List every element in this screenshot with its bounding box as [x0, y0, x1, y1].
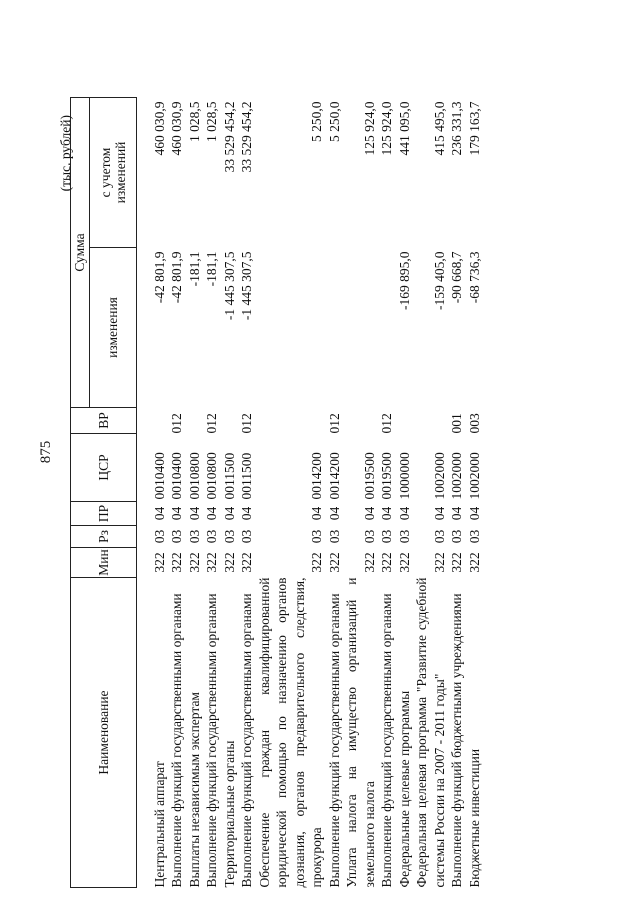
row-total: 5 250,0: [309, 101, 324, 142]
row-min: 322: [326, 552, 342, 573]
budget-table: [70, 97, 483, 888]
row-pr: 04: [326, 506, 342, 521]
row-name: [448, 578, 466, 888]
row-vr: 012: [169, 413, 184, 434]
header-min: Мин: [71, 548, 137, 578]
header-with-change-line2: изменений: [112, 141, 128, 204]
row-csr: 0010800: [204, 452, 219, 500]
row-name-text: Выплаты независимым экспертам: [186, 692, 202, 888]
row-change: -1 445 307,5: [239, 251, 254, 321]
row-csr: 0019500: [379, 452, 394, 500]
table-body: [136, 97, 483, 887]
row-rz: 03: [309, 529, 324, 544]
row-total: 33 529 454,2: [239, 101, 254, 173]
row-name: [413, 578, 448, 888]
row-csr: 0014200: [326, 452, 342, 500]
header-rz: Рз: [71, 526, 137, 548]
header-csr: ЦСР: [71, 434, 137, 502]
row-name-text: Центральный аппарат: [151, 761, 167, 888]
row-vr: [256, 408, 326, 434]
row-name: [378, 578, 396, 888]
table-row: [186, 97, 204, 887]
row-csr: 0014200: [309, 452, 324, 500]
table-row: [168, 97, 186, 887]
row-pr: 04: [309, 506, 324, 521]
row-pr: 04: [169, 506, 184, 521]
row-change: [378, 248, 396, 408]
row-min: 322: [186, 552, 202, 573]
table-row: [448, 97, 466, 887]
row-name-text: Выполнение функций государственными органами: [326, 593, 342, 888]
table-row: [238, 97, 256, 887]
row-pr: 04: [151, 506, 167, 521]
row-pr: 04: [204, 506, 219, 521]
row-min: 322: [431, 552, 447, 573]
row-name-text: Федеральные целевые программы: [396, 690, 412, 888]
row-name: [396, 578, 414, 888]
row-vr: 012: [379, 413, 394, 434]
row-min: 322: [466, 552, 482, 573]
row-total: 5 250,0: [326, 101, 342, 142]
row-csr: 0011500: [239, 452, 254, 500]
row-csr: 0010400: [151, 452, 167, 500]
row-name: [256, 578, 326, 888]
row-name-text: Выполнение функций государственными органами: [169, 593, 184, 888]
table-row: [136, 97, 168, 887]
row-rz: 03: [239, 529, 254, 544]
row-csr: 1000000: [396, 452, 412, 500]
row-name-text: Бюджетные инвестиции: [466, 748, 482, 888]
row-rz: 03: [204, 529, 219, 544]
row-min: 322: [169, 552, 184, 573]
row-name: [238, 578, 256, 888]
row-name-text: Выполнение функций государственными органами: [239, 593, 254, 888]
row-name-text: Выполнение функций государственными органами: [204, 593, 219, 888]
header-vr: ВР: [71, 408, 137, 434]
row-total: 236 331,3: [449, 101, 464, 156]
row-rz: 03: [169, 529, 184, 544]
row-vr: [136, 408, 168, 434]
page-number: 875: [38, 440, 54, 464]
row-name: [168, 578, 186, 888]
row-min: 322: [379, 552, 394, 573]
row-csr: 0010800: [186, 452, 202, 500]
row-csr: 0011500: [221, 452, 237, 500]
row-csr: 0019500: [361, 452, 377, 500]
row-name-text: Обеспечение граждан квалифицированной юридической помощью по назначению органов дознания, органов предварительного следствия, прокурора: [256, 577, 324, 888]
row-change: -68 736,3: [466, 251, 482, 304]
row-change: -181,1: [204, 251, 219, 287]
row-name: [221, 578, 239, 888]
row-min: 322: [151, 552, 167, 573]
table-row: [466, 97, 484, 887]
row-rz: 03: [326, 529, 342, 544]
row-rz: 03: [186, 529, 202, 544]
row-pr: 04: [186, 506, 202, 521]
header-with-change-line1: с учетом: [97, 147, 113, 198]
row-min: 322: [239, 552, 254, 573]
row-min: 322: [361, 552, 377, 573]
row-name: [466, 578, 484, 888]
row-min: 322: [396, 552, 412, 573]
table-row: [343, 97, 378, 887]
row-rz: 03: [361, 529, 377, 544]
row-name-text: Выполнение функций государственными органами: [379, 593, 394, 888]
row-min: 322: [204, 552, 219, 573]
row-name-text: Федеральная целевая программа "Развитие судебной системы России на 2007 - 2011 годы": [414, 577, 447, 888]
row-csr: 0010400: [169, 452, 184, 500]
row-vr: [221, 408, 239, 434]
table-row: [396, 97, 414, 887]
row-total: 1 028,5: [186, 101, 202, 142]
row-total: 1 028,5: [204, 101, 219, 142]
row-total: 441 095,0: [396, 101, 412, 156]
row-rz: 03: [449, 529, 464, 544]
row-name: [136, 578, 168, 888]
row-vr: 001: [449, 413, 464, 434]
row-change: [326, 248, 344, 408]
row-name: [343, 578, 378, 888]
row-total: 125 924,0: [361, 101, 377, 156]
row-vr: [343, 408, 378, 434]
row-name-text: Выполнение функций бюджетными учреждениями: [449, 593, 464, 888]
header-with-change: [89, 97, 136, 247]
row-change: -181,1: [186, 251, 202, 287]
row-csr: 1002000: [431, 452, 447, 500]
row-csr: 1002000: [449, 452, 464, 500]
row-total: 460 030,9: [151, 101, 167, 156]
row-vr: 012: [326, 413, 342, 434]
row-rz: 03: [221, 529, 237, 544]
row-pr: 04: [361, 506, 377, 521]
table-row: [413, 97, 448, 887]
row-change: [256, 248, 326, 408]
row-rz: 03: [431, 529, 447, 544]
row-total: 460 030,9: [169, 101, 184, 156]
row-change: -42 801,9: [169, 251, 184, 304]
row-min: 322: [449, 552, 464, 573]
header-change: изменения: [89, 248, 136, 408]
row-rz: 03: [466, 529, 482, 544]
row-change: -159 405,0: [431, 251, 447, 310]
row-pr: 04: [449, 506, 464, 521]
row-vr: [396, 408, 414, 434]
table-row: [203, 97, 221, 887]
row-change: -169 895,0: [396, 251, 412, 310]
table-header: [71, 97, 137, 887]
row-name: [203, 578, 221, 888]
row-min: 322: [309, 552, 324, 573]
row-min: 322: [221, 552, 237, 573]
row-vr: [413, 408, 448, 434]
table-row: [326, 97, 344, 887]
row-vr: 003: [466, 413, 482, 434]
table-row: [378, 97, 396, 887]
row-change: -90 668,7: [449, 251, 464, 304]
row-name-text: Уплата налога на имущество организаций и земельного налога: [344, 577, 377, 888]
row-total: 415 495,0: [431, 101, 447, 156]
row-csr: 1002000: [466, 452, 482, 500]
row-pr: 04: [221, 506, 237, 521]
row-total: 125 924,0: [379, 101, 394, 156]
row-rz: 03: [151, 529, 167, 544]
row-pr: 04: [396, 506, 412, 521]
row-name-text: Территориальные органы: [221, 740, 237, 888]
row-pr: 04: [431, 506, 447, 521]
units-note: (тыс. рублей): [58, 115, 73, 192]
row-pr: 04: [466, 506, 482, 521]
row-vr: [186, 408, 204, 434]
row-change: [343, 248, 378, 408]
row-pr: 04: [239, 506, 254, 521]
row-pr: 04: [379, 506, 394, 521]
row-rz: 03: [396, 529, 412, 544]
row-name: [326, 578, 344, 888]
row-total: 33 529 454,2: [221, 101, 237, 173]
row-change: -42 801,9: [151, 251, 167, 304]
table-row: [256, 97, 326, 887]
row-vr: 012: [239, 413, 254, 434]
header-name: Наименование: [71, 578, 137, 888]
row-rz: 03: [379, 529, 394, 544]
table-row: [221, 97, 239, 887]
header-sum: Сумма: [71, 97, 90, 407]
row-total: 179 163,7: [466, 101, 482, 156]
row-change: -1 445 307,5: [221, 251, 237, 321]
row-name: [186, 578, 204, 888]
row-vr: 012: [204, 413, 219, 434]
header-pr: ПР: [71, 502, 137, 526]
